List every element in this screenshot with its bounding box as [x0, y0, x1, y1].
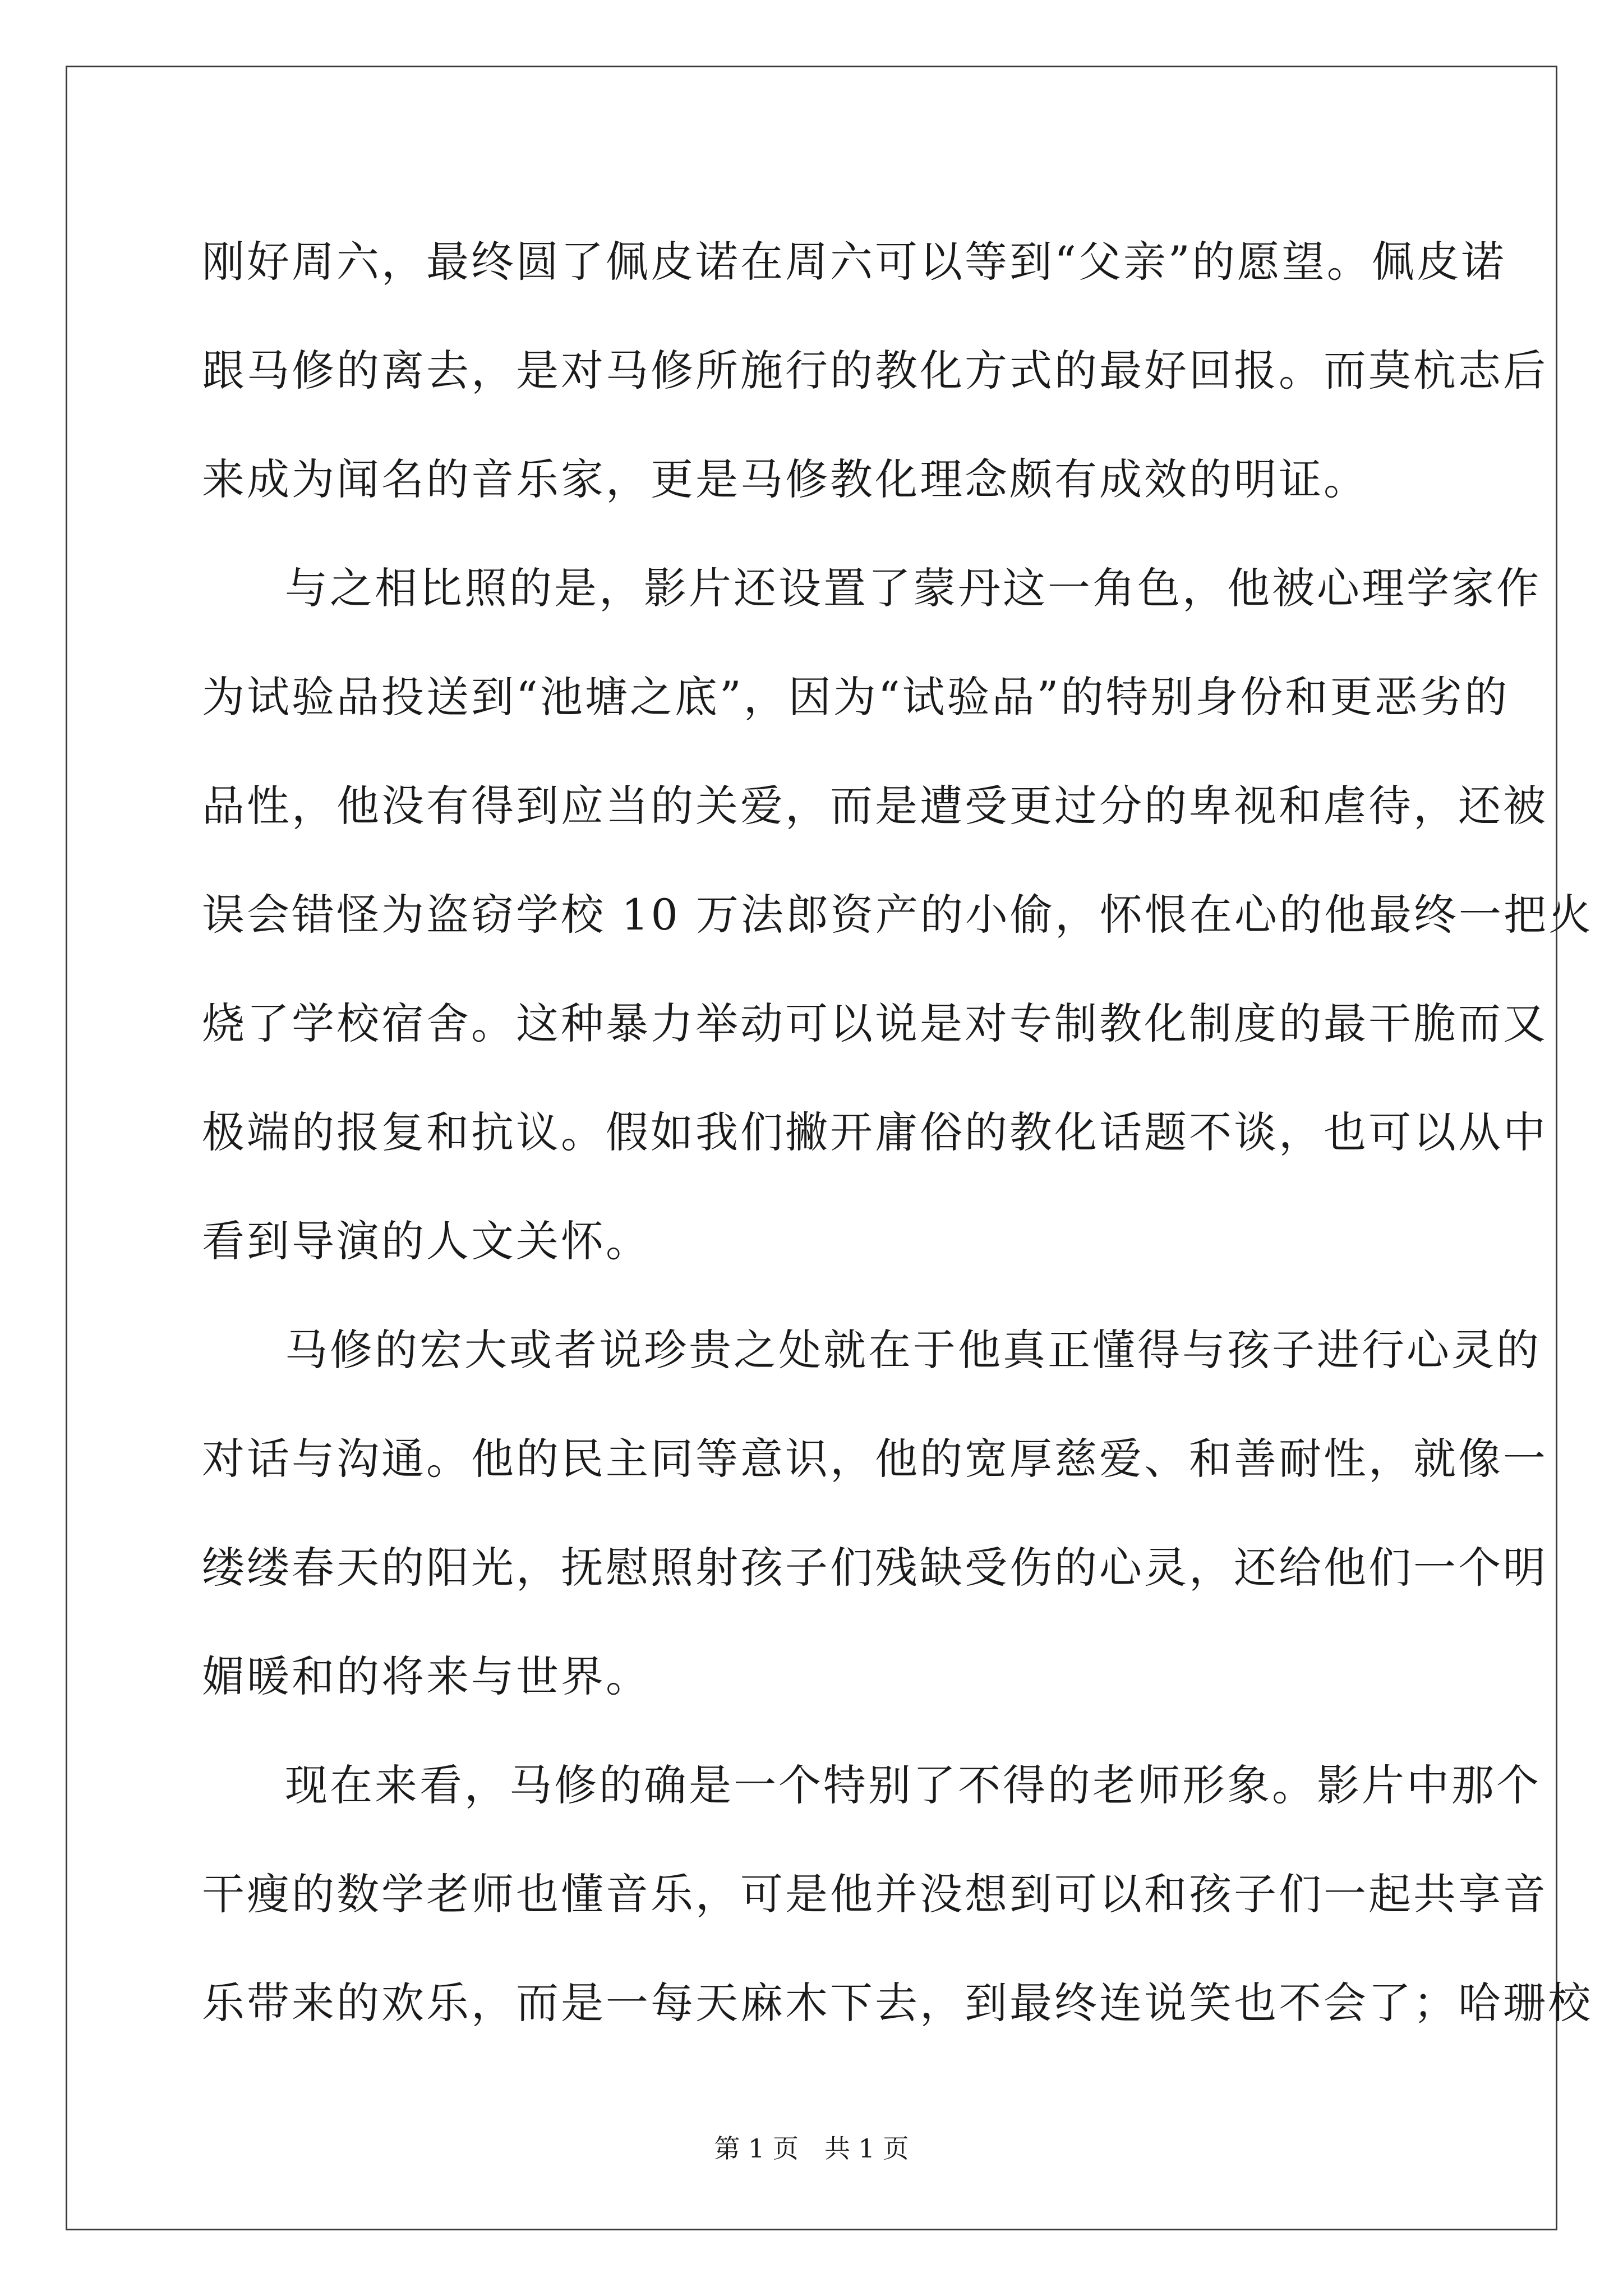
text-line: 来成为闻名的音乐家，更是马修教化理念颇有成效的明证。	[202, 454, 1368, 504]
page-number-current: 第 1 页	[714, 2133, 799, 2164]
text-line: 干瘦的数学老师也懂音乐，可是他并没想到可以和孩子们一起共享音	[202, 1869, 1548, 1919]
text-line: 缕缕春天的阳光，抚慰照射孩子们残缺受伤的心灵，还给他们一个明	[202, 1543, 1548, 1593]
text-line: 刚好周六，最终圆了佩皮诺在周六可以等到“父亲”的愿望。佩皮诺	[202, 237, 1506, 287]
document-body	[202, 208, 1594, 2058]
text-line: 品性，他没有得到应当的关爱，而是遭受更过分的卑视和虐待，还被	[202, 781, 1548, 831]
text-line: 乐带来的欢乐，而是一每天麻木下去，到最终连说笑也不会了；哈珊校	[202, 1978, 1593, 2028]
text-line: 看到导演的人文关怀。	[202, 1216, 651, 1266]
text-line: 为试验品投送到“池塘之底”，因为“试验品”的特别身份和更恶劣的	[202, 672, 1510, 722]
text-line: 媚暖和的将来与世界。	[202, 1651, 651, 1701]
text-line: 误会错怪为盗窃学校 10 万法郎资产的小偷，怀恨在心的他最终一把火	[202, 890, 1594, 940]
page-footer	[0, 2132, 1623, 2165]
text-line: 跟马修的离去，是对马修所施行的教化方式的最好回报。而莫杭志后	[202, 346, 1548, 395]
text-line: 极端的报复和抗议。假如我们撇开庸俗的教化话题不谈，也可以从中	[202, 1107, 1548, 1157]
paragraph-start-line: 现在来看，马修的确是一个特别了不得的老师形象。影片中那个	[285, 1760, 1541, 1810]
text-line: 对话与沟通。他的民主同等意识，他的宽厚慈爱、和善耐性，就像一	[202, 1434, 1548, 1484]
text-line: 烧了学校宿舍。这种暴力举动可以说是对专制教化制度的最干脆而又	[202, 999, 1548, 1048]
paragraph-start-line: 与之相比照的是，影片还设置了蒙丹这一角色，他被心理学家作	[285, 563, 1541, 613]
paragraph-start-line: 马修的宏大或者说珍贵之处就在于他真正懂得与孩子进行心灵的	[285, 1325, 1541, 1375]
page-number-total: 共 1 页	[824, 2133, 909, 2164]
